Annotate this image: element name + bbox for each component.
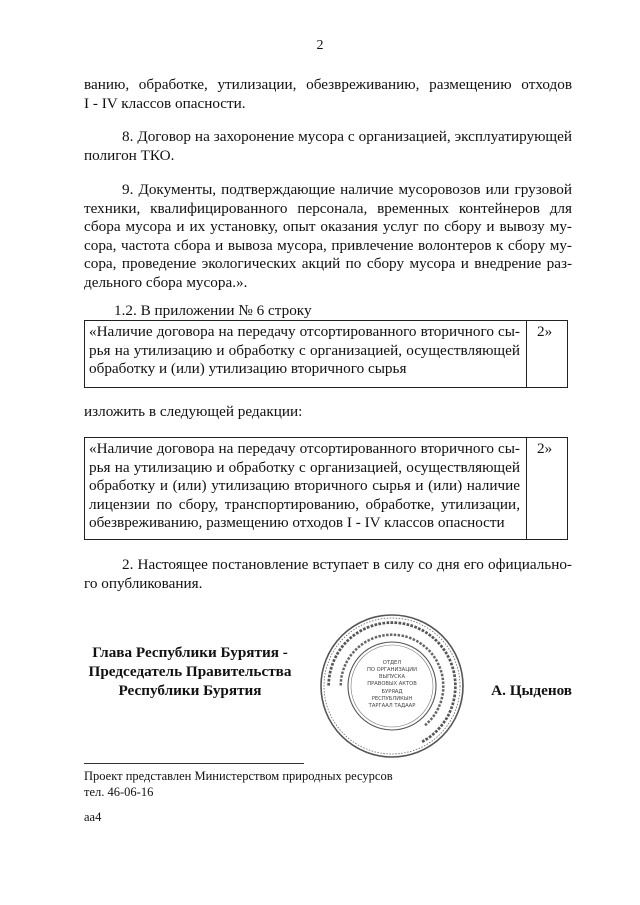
- page-number: 2: [316, 38, 324, 53]
- text-line: обезвреживанию, размещению отходов I - IV классов опасности: [89, 514, 505, 532]
- new-row-table: [84, 437, 568, 540]
- signature-title-line: Глава Республики Бурятия -: [92, 644, 288, 661]
- text-line: дельного сбора мусора.».: [84, 273, 248, 291]
- signature-title: [84, 643, 296, 700]
- item-2: [84, 556, 572, 593]
- footnote-rule: [84, 763, 304, 764]
- seal-outer-lettering: ▪▪▪▪▪▪▪▪▪▪▪▪▪▪▪▪▪▪▪▪▪▪▪▪▪▪▪▪▪▪▪▪▪▪▪▪▪▪▪▪▪▪▪▪▪▪▪▪▪▪▪▪▪▪▪▪▪▪▪▪▪▪▪▪▪▪: [325, 619, 459, 745]
- old-row-text: [85, 321, 527, 387]
- text-line: 9. Документы, подтверждающие наличие мусоровозов или грузовой: [122, 181, 572, 198]
- text-line: полигон ТКО.: [84, 146, 175, 164]
- text-line: ванию, обработке, утилизации, обезвреживанию, размещению отходов: [84, 76, 572, 93]
- seal-line: ПО ОРГАНИЗАЦИИ: [366, 667, 418, 673]
- seal-line: БУРЯАД: [381, 689, 403, 695]
- new-row-value: 2»: [537, 440, 553, 457]
- seal-line: ОТДЕЛ: [382, 660, 402, 666]
- text-line: обработку и (или) утилизацию вторичного сырья: [89, 360, 407, 378]
- text-line: 8. Договор на захоронение мусора с организацией, эксплуатирующей: [122, 128, 572, 145]
- text-line: «Наличие договора на передачу отсортированного вторичного сы-: [89, 323, 520, 340]
- text-line: обработку и (или) утилизацию вторичного сырья и (или) наличие: [89, 477, 520, 495]
- seal-line: ПРАВОВЫХ АКТОВ: [367, 681, 417, 687]
- text-line: сора, проведение экологических акций по сбору мусора и внедрение раз-: [84, 255, 572, 273]
- seal-line: ТАРГААЛ ТАДААР: [368, 703, 416, 709]
- restate-line: изложить в следующей редакции:: [84, 403, 303, 420]
- clause-1-2: 1.2. В приложении № 6 строку: [114, 302, 312, 319]
- signature-title-line: Председатель Правительства: [88, 663, 292, 680]
- text-line: лицензии по сбору, транспортированию, обработке, утилизации,: [89, 495, 520, 513]
- new-row-text: [85, 438, 527, 539]
- signature-title-line: Республики Бурятия: [118, 682, 262, 699]
- signatory-name: А. Цыденов: [491, 682, 572, 699]
- text-line: рья на утилизацию и обработку с организацией, осуществляющей: [89, 341, 520, 359]
- item-8: [84, 128, 572, 165]
- text-line: рья на утилизацию и обработку с организацией, осуществляющей: [89, 458, 520, 476]
- document-code: аа4: [84, 810, 102, 824]
- footnote-line: Проект представлен Министерством природных ресурсов: [84, 769, 393, 783]
- footnote-line: тел. 46-06-16: [84, 785, 154, 799]
- official-seal: [318, 612, 466, 760]
- text-line: сора, частота сбора и вывоза мусора, привлечение волонтеров к сбору му-: [84, 236, 572, 254]
- item-9: [84, 181, 572, 293]
- old-row-value: 2»: [537, 323, 553, 340]
- text-line: «Наличие договора на передачу отсортированного вторичного сы-: [89, 440, 520, 457]
- seal-line: РЕСПУБЛИКЫН: [371, 696, 413, 702]
- text-line: 2. Настоящее постановление вступает в силу со дня его официально-: [122, 556, 572, 573]
- old-row-table: [84, 320, 568, 388]
- seal-line: ВЫПУСКА: [378, 674, 406, 680]
- text-line: сбора мусора и их установку, опыт оказания услуг по сбору и вывозу му-: [84, 218, 572, 236]
- text-line: го опубликования.: [84, 574, 203, 592]
- paragraph-continuation: [84, 76, 572, 113]
- text-line: техники, квалифицированного персонала, временных контейнеров для: [84, 199, 572, 217]
- seal-center-text: [367, 660, 417, 709]
- seal-inner-lettering: ▪▪▪▪▪▪▪▪▪▪▪▪▪▪▪▪▪▪▪▪▪▪▪▪▪▪▪▪▪▪▪▪▪▪▪▪▪▪▪▪▪▪▪▪▪▪▪▪▪▪▪▪▪: [337, 631, 447, 728]
- text-line: I - IV классов опасности.: [84, 94, 246, 112]
